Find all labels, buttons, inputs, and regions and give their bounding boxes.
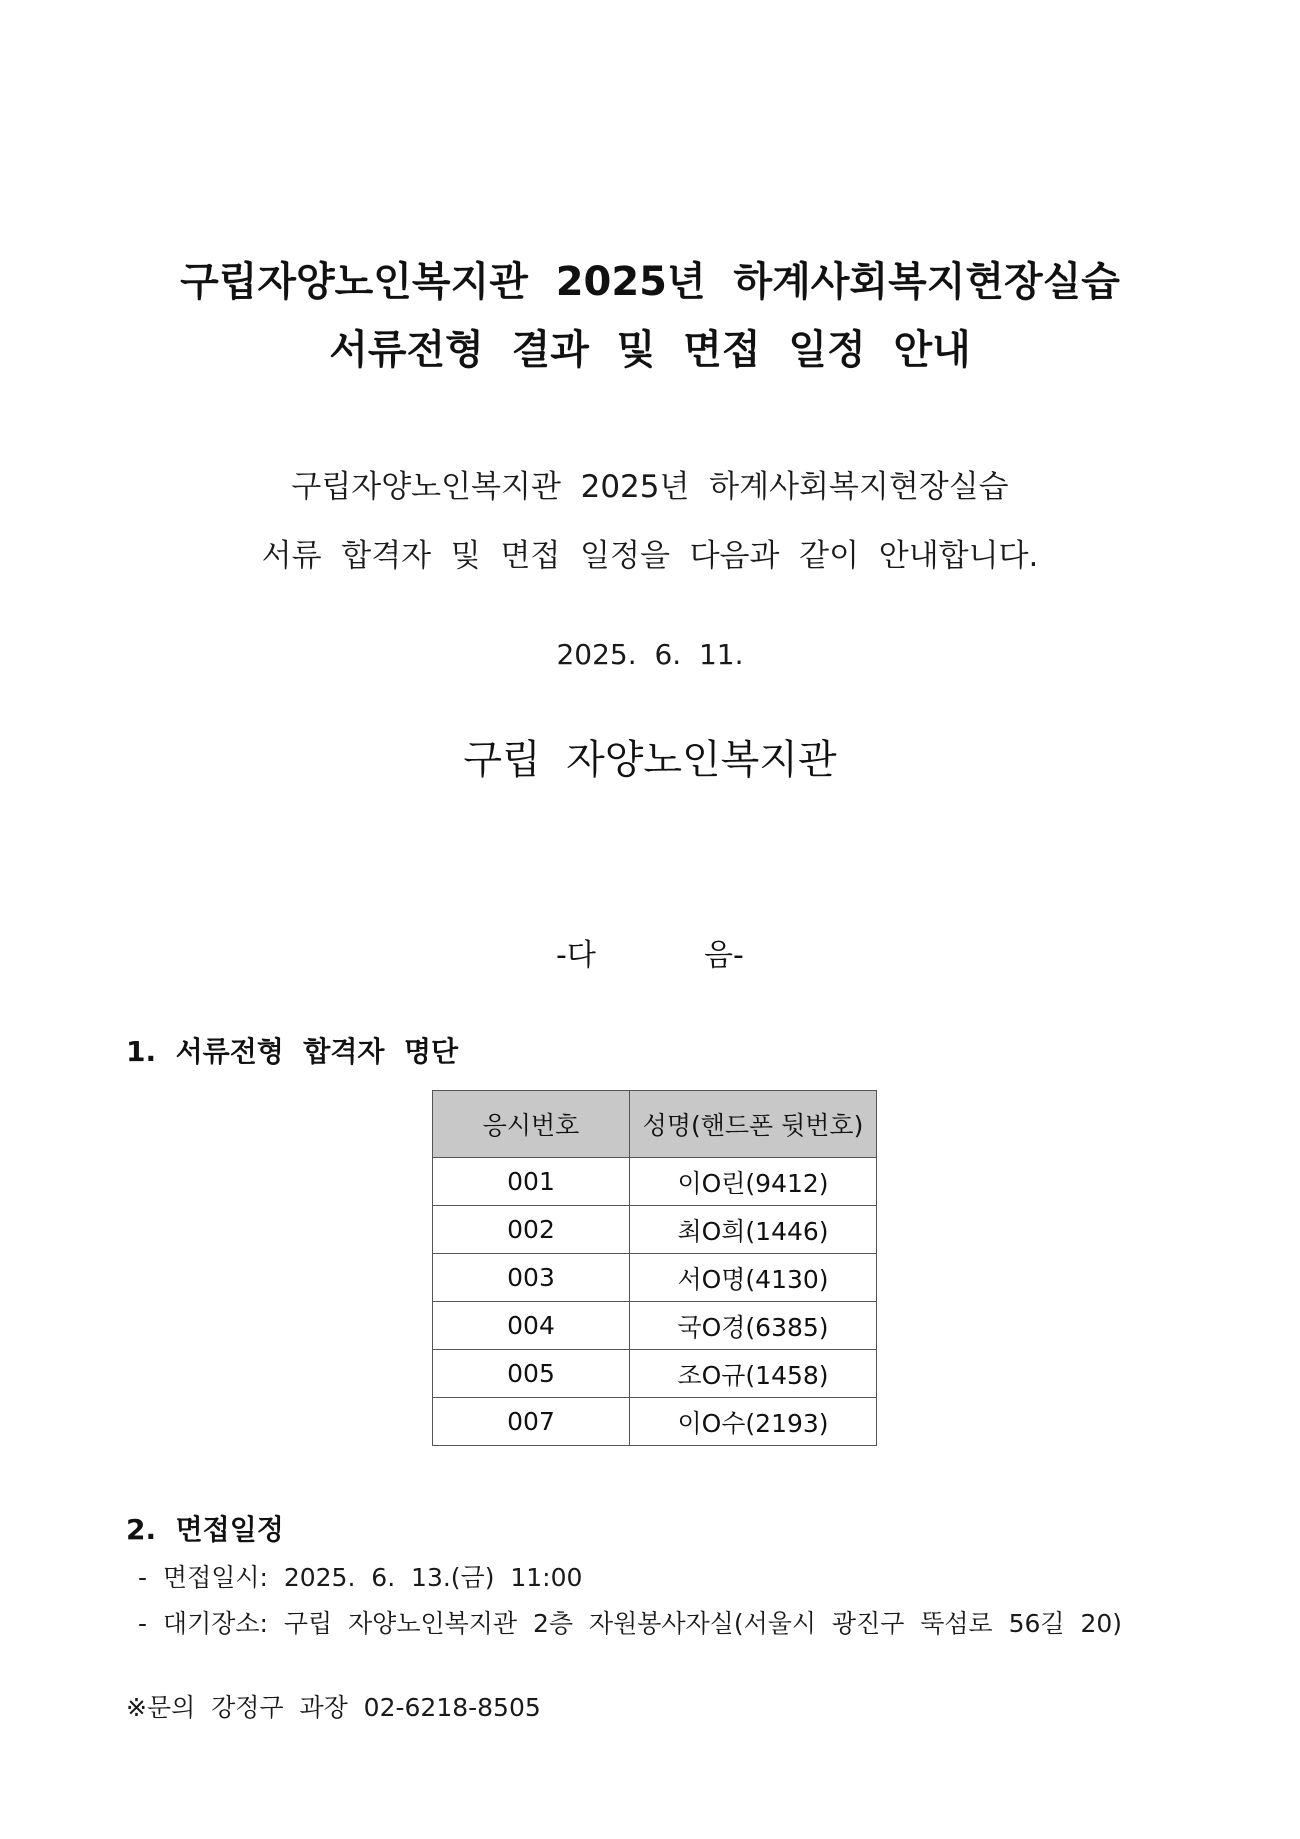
applicant-number-cell: 001 — [433, 1158, 630, 1206]
applicant-number-cell: 002 — [433, 1206, 630, 1254]
interview-datetime: - 면접일시: 2025. 6. 13.(금) 11:00 — [138, 1563, 583, 1592]
applicant-number-cell: 005 — [433, 1350, 630, 1398]
applicant-name-cell: 최O희(1446) — [630, 1206, 877, 1254]
table-row — [433, 1398, 877, 1446]
section-2-heading: 2. 면접일정 — [126, 1513, 284, 1546]
title-line-1: 구립자양노인복지관 2025년 하계사회복지현장실습 — [180, 259, 1120, 305]
separator-right: 음- — [704, 938, 744, 973]
applicant-number-cell: 003 — [433, 1254, 630, 1302]
waiting-location: - 대기장소: 구립 자양노인복지관 2층 자원봉사자실(서울시 광진구 뚝섬로 56길 20) — [138, 1609, 1123, 1638]
table-row — [433, 1254, 877, 1302]
header-applicant-number: 응시번호 — [433, 1091, 630, 1158]
table-row — [433, 1302, 877, 1350]
separator-left: -다 — [556, 938, 596, 973]
title-line-2: 서류전형 결과 및 면접 일정 안내 — [329, 327, 971, 373]
applicant-number-cell: 004 — [433, 1302, 630, 1350]
document-date: 2025. 6. 11. — [556, 638, 744, 671]
table-row — [433, 1206, 877, 1254]
applicant-name-cell: 이O수(2193) — [630, 1398, 877, 1446]
passed-applicants-table — [432, 1090, 877, 1446]
table-row — [433, 1350, 877, 1398]
header-applicant-name: 성명(핸드폰 뒷번호) — [630, 1091, 877, 1158]
applicant-name-cell: 조O규(1458) — [630, 1350, 877, 1398]
applicant-name-cell: 서O명(4130) — [630, 1254, 877, 1302]
table-header-row — [433, 1091, 877, 1158]
applicant-name-cell: 이O린(9412) — [630, 1158, 877, 1206]
issuer-name: 구립 자양노인복지관 — [463, 737, 837, 783]
intro-line-1: 구립자양노인복지관 2025년 하계사회복지현장실습 — [291, 469, 1009, 505]
section-1-heading: 1. 서류전형 합격자 명단 — [126, 1035, 459, 1068]
contact-info: ※문의 강정구 과장 02-6218-8505 — [126, 1693, 541, 1722]
table-row — [433, 1158, 877, 1206]
applicant-number-cell: 007 — [433, 1398, 630, 1446]
intro-line-2: 서류 합격자 및 면접 일정을 다음과 같이 안내합니다. — [261, 538, 1039, 574]
applicant-name-cell: 국O경(6385) — [630, 1302, 877, 1350]
